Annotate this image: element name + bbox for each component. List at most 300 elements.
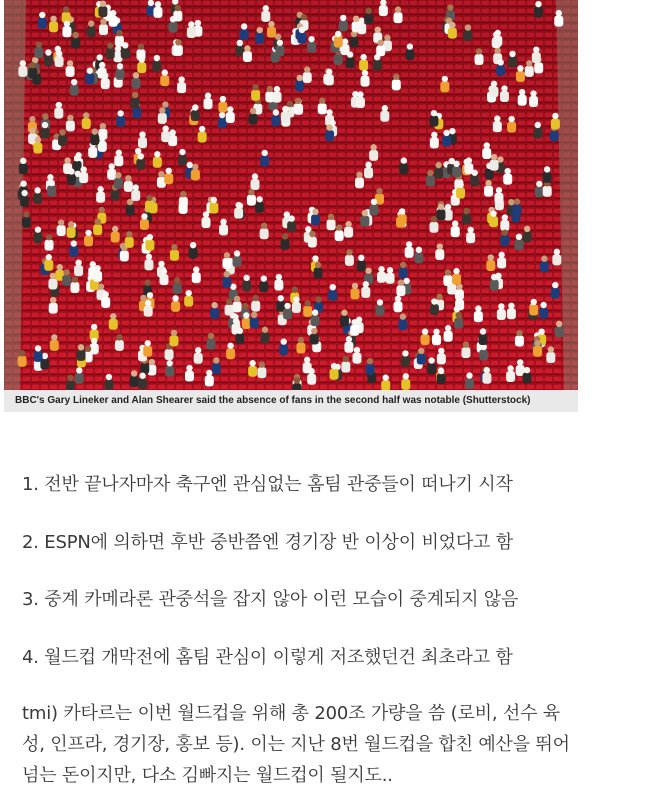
spectator-body bbox=[169, 22, 178, 33]
spectator-body bbox=[405, 49, 414, 60]
spectator-head bbox=[407, 43, 413, 49]
spectator-body bbox=[28, 68, 37, 79]
spectator-body bbox=[394, 301, 403, 312]
spectator-head bbox=[494, 115, 500, 121]
spectator-head bbox=[42, 122, 48, 128]
spectator-body bbox=[114, 155, 123, 166]
spectator-body bbox=[184, 296, 193, 307]
spectator-body bbox=[255, 202, 264, 213]
spectator-head bbox=[319, 98, 325, 104]
spectator-head bbox=[138, 43, 144, 49]
spectator-head bbox=[315, 262, 321, 268]
spectator-head bbox=[237, 328, 243, 334]
spectator-head bbox=[438, 204, 444, 210]
spectator-body bbox=[377, 272, 386, 283]
spectator-body bbox=[121, 48, 130, 59]
spectator-body bbox=[529, 304, 538, 315]
spectator-head bbox=[295, 98, 301, 104]
spectator-body bbox=[44, 260, 53, 271]
spectator-body bbox=[131, 98, 140, 109]
spectator-head bbox=[484, 142, 490, 148]
spectator-head bbox=[263, 5, 269, 11]
tmi-line: tmi) 카타르는 이번 월드컵을 위해 총 200조 가량을 씀 (로비, 선수 육 bbox=[22, 703, 560, 724]
spectator-body bbox=[234, 208, 243, 219]
spectator-head bbox=[524, 226, 530, 232]
spectator-body bbox=[219, 224, 228, 235]
spectator-body bbox=[325, 74, 334, 85]
spectator-body bbox=[145, 240, 154, 251]
spectator-body bbox=[350, 325, 359, 336]
spectator-body bbox=[552, 254, 561, 265]
spectator-head bbox=[187, 162, 193, 168]
spectator-body bbox=[189, 248, 198, 259]
spectator-body bbox=[490, 160, 499, 171]
spectator-body bbox=[532, 52, 541, 63]
spectator-head bbox=[288, 215, 294, 221]
spectator-head bbox=[267, 86, 273, 92]
spectator-head bbox=[75, 259, 81, 265]
spectator-body bbox=[440, 81, 449, 92]
spectator-body bbox=[84, 235, 93, 246]
spectator-head bbox=[365, 162, 371, 168]
spectator-body bbox=[222, 258, 231, 269]
spectator-body bbox=[303, 72, 312, 83]
spectator-body bbox=[539, 308, 548, 319]
spectator-head bbox=[116, 334, 122, 340]
spectator-head bbox=[253, 295, 259, 301]
spectator-head bbox=[494, 47, 500, 53]
spectator-head bbox=[110, 313, 116, 319]
spectator-head bbox=[67, 60, 73, 66]
spectator-body bbox=[506, 371, 515, 382]
spectator-body bbox=[430, 304, 439, 315]
spectator-head bbox=[442, 76, 448, 82]
spectator-body bbox=[470, 175, 479, 186]
spectator-body bbox=[534, 7, 543, 18]
spectator-head bbox=[244, 45, 250, 51]
spectator-body bbox=[496, 65, 505, 76]
spectator-head bbox=[174, 277, 180, 283]
spectator-head bbox=[116, 30, 122, 36]
spectator-body bbox=[34, 351, 43, 362]
spectator-head bbox=[374, 54, 380, 60]
spectator-body bbox=[452, 166, 461, 177]
spectator-head bbox=[158, 261, 164, 267]
spectator-head bbox=[224, 252, 230, 258]
spectator-body bbox=[194, 353, 203, 364]
spectator-head bbox=[23, 211, 29, 217]
spectator-body bbox=[242, 318, 251, 329]
spectator-body bbox=[140, 219, 149, 230]
spectator-head bbox=[422, 328, 428, 334]
spectator-head bbox=[155, 1, 161, 7]
spectator-body bbox=[293, 103, 302, 114]
spectator-body bbox=[335, 230, 344, 241]
spectator-head bbox=[447, 4, 453, 10]
spectator-head bbox=[308, 368, 314, 374]
spectator-head bbox=[533, 46, 539, 52]
spectator-head bbox=[213, 357, 219, 363]
spectator-head bbox=[358, 255, 364, 261]
spectator-head bbox=[309, 231, 315, 237]
spectator-body bbox=[386, 273, 395, 284]
spectator-body bbox=[226, 112, 235, 123]
spectator-body bbox=[243, 51, 252, 62]
spectator-body bbox=[45, 240, 54, 251]
spectator-head bbox=[507, 365, 513, 371]
spectator-head bbox=[516, 330, 522, 336]
spectator-body bbox=[261, 11, 270, 22]
spectator-head bbox=[50, 273, 56, 279]
spectator-head bbox=[248, 189, 254, 195]
spectator-head bbox=[326, 109, 332, 115]
spectator-head bbox=[243, 275, 249, 281]
spectator-body bbox=[251, 179, 260, 190]
spectator-body bbox=[381, 380, 390, 390]
spectator-head bbox=[91, 338, 97, 344]
spectator-head bbox=[234, 296, 240, 302]
spectator-head bbox=[166, 168, 172, 174]
spectator-head bbox=[400, 262, 406, 268]
spectator-body bbox=[344, 227, 353, 238]
spectator-head bbox=[438, 368, 444, 374]
spectator-head bbox=[193, 266, 199, 272]
spectator-head bbox=[42, 113, 48, 119]
spectator-head bbox=[139, 131, 145, 137]
spectator-head bbox=[406, 241, 412, 247]
spectator-body bbox=[54, 108, 63, 119]
spectator-body bbox=[507, 122, 516, 133]
spectator-head bbox=[94, 218, 100, 224]
spectator-body bbox=[447, 284, 456, 295]
spectator-head bbox=[166, 360, 172, 366]
spectator-body bbox=[436, 209, 445, 220]
spectator-body bbox=[132, 78, 141, 89]
spectator-head bbox=[34, 187, 40, 193]
spectator-head bbox=[159, 107, 165, 113]
spectator-body bbox=[275, 45, 284, 56]
spectator-body bbox=[344, 342, 353, 353]
spectator-head bbox=[431, 298, 437, 304]
spectator-head bbox=[401, 157, 407, 163]
spectator-head bbox=[516, 234, 522, 240]
spectator-body bbox=[399, 163, 408, 174]
spectator-head bbox=[235, 202, 241, 208]
point-3: 3. 중계 카메라론 관중석을 잡지 않아 이런 모습이 중계되지 않음 bbox=[22, 589, 519, 610]
spectator-head bbox=[39, 12, 45, 18]
spectator-body bbox=[225, 304, 234, 315]
spectator-head bbox=[178, 76, 184, 82]
spectator-body bbox=[171, 301, 180, 312]
spectator-head bbox=[341, 310, 347, 316]
spectator-body bbox=[479, 334, 488, 345]
spectator-head bbox=[502, 229, 508, 235]
spectator-head bbox=[76, 367, 82, 373]
spectator-body bbox=[165, 366, 174, 377]
spectator-head bbox=[284, 303, 290, 309]
spectator-head bbox=[496, 187, 502, 193]
point-4: 4. 월드컵 개막전에 홈팀 관심이 이렇게 저조했던건 최초라고 함 bbox=[22, 647, 513, 668]
point-2: 2. ESPN에 의하면 후반 중반쯤엔 경기장 반 이상이 비었다고 함 bbox=[22, 532, 513, 553]
spectator-head bbox=[67, 375, 73, 381]
spectator-head bbox=[335, 31, 341, 37]
spectator-head bbox=[146, 195, 152, 201]
spectator-head bbox=[491, 81, 497, 87]
spectator-body bbox=[164, 173, 173, 184]
spectator-body bbox=[136, 159, 145, 170]
spectator-body bbox=[48, 278, 57, 289]
stadium-crowd-photo bbox=[4, 0, 578, 390]
spectator-head bbox=[72, 32, 78, 38]
spectator-body bbox=[555, 326, 564, 337]
spectator-head bbox=[145, 340, 151, 346]
spectator-head bbox=[298, 337, 304, 343]
spectator-head bbox=[161, 268, 167, 274]
spectator-body bbox=[257, 367, 266, 378]
spectator-body bbox=[101, 78, 110, 89]
spectator-body bbox=[192, 272, 201, 283]
spectator-head bbox=[556, 321, 562, 327]
spectator-head bbox=[331, 363, 337, 369]
spectator-body bbox=[307, 374, 316, 385]
spectator-head bbox=[531, 299, 537, 305]
spectator-body bbox=[550, 130, 559, 141]
spectator-head bbox=[180, 191, 186, 197]
spectator-body bbox=[153, 7, 162, 18]
spectator-head bbox=[261, 275, 267, 281]
spectator-body bbox=[437, 353, 446, 364]
spectator-head bbox=[163, 125, 169, 131]
spectator-head bbox=[219, 112, 225, 118]
spectator-head bbox=[46, 234, 52, 240]
spectator-body bbox=[187, 27, 196, 38]
spectator-body bbox=[314, 268, 323, 279]
spectator-head bbox=[171, 244, 177, 250]
spectator-head bbox=[175, 39, 181, 45]
spectator-head bbox=[67, 115, 73, 121]
spectator-head bbox=[102, 291, 108, 297]
spectator-head bbox=[208, 333, 214, 339]
spectator-body bbox=[287, 221, 296, 232]
spectator-head bbox=[100, 18, 106, 24]
spectator-head bbox=[97, 186, 103, 192]
spectator-head bbox=[476, 48, 482, 54]
spectator-body bbox=[159, 274, 168, 285]
spectator-body bbox=[185, 371, 194, 382]
spectator-head bbox=[64, 157, 70, 163]
spectator-head bbox=[94, 265, 100, 271]
spectator-body bbox=[218, 102, 227, 113]
spectator-head bbox=[501, 85, 507, 91]
spectator-body bbox=[169, 335, 178, 346]
spectator-body bbox=[454, 318, 463, 329]
spectator-head bbox=[475, 305, 481, 311]
spectator-head bbox=[158, 171, 164, 177]
spectator-body bbox=[267, 27, 276, 38]
spectator-body bbox=[125, 237, 134, 248]
spectator-head bbox=[404, 278, 410, 284]
spectator-head bbox=[186, 365, 192, 371]
spectator-head bbox=[463, 208, 469, 214]
spectator-body bbox=[394, 12, 403, 23]
spectator-head bbox=[312, 309, 318, 315]
spectator-head bbox=[505, 168, 511, 174]
spectator-body bbox=[33, 193, 42, 204]
spectator-body bbox=[295, 80, 304, 91]
spectator-body bbox=[140, 363, 149, 374]
spectator-head bbox=[508, 199, 514, 205]
spectator-body bbox=[49, 303, 58, 314]
spectator-head bbox=[35, 226, 41, 232]
spectator-body bbox=[490, 280, 499, 291]
spectator-body bbox=[494, 193, 503, 204]
spectator-body bbox=[70, 85, 79, 96]
spectator-head bbox=[315, 296, 321, 302]
spectator-head bbox=[100, 0, 106, 6]
tmi-line: 넘는 돈이지만, 다소 김빠지는 월드컵이 될지도.. bbox=[22, 765, 393, 786]
spectator-head bbox=[186, 290, 192, 296]
spectator-body bbox=[90, 134, 99, 145]
spectator-head bbox=[261, 150, 267, 156]
spectator-head bbox=[540, 302, 546, 308]
spectator-body bbox=[138, 137, 147, 148]
spectator-body bbox=[334, 54, 343, 65]
spectator-head bbox=[524, 367, 530, 373]
spectator-head bbox=[544, 166, 550, 172]
spectator-head bbox=[250, 108, 256, 114]
spectator-body bbox=[62, 275, 71, 286]
spectator-head bbox=[162, 69, 168, 75]
spectator-body bbox=[38, 17, 47, 28]
spectator-head bbox=[465, 24, 471, 30]
spectator-body bbox=[259, 281, 268, 292]
spectator-head bbox=[88, 20, 94, 26]
spectator-head bbox=[147, 234, 153, 240]
spectator-body bbox=[152, 61, 161, 72]
spectator-body bbox=[250, 317, 259, 328]
spectator-body bbox=[432, 334, 441, 345]
spectator-body bbox=[248, 366, 257, 377]
spectator-head bbox=[354, 347, 360, 353]
spectator-head bbox=[278, 295, 284, 301]
spectator-head bbox=[68, 221, 74, 227]
spectator-body bbox=[503, 174, 512, 185]
spectator-head bbox=[192, 164, 198, 170]
spectator-head bbox=[109, 163, 115, 169]
spectator-head bbox=[64, 21, 70, 27]
spectator-head bbox=[169, 129, 175, 135]
spectator-head bbox=[443, 130, 449, 136]
spectator-body bbox=[522, 373, 531, 384]
spectator-body bbox=[516, 71, 525, 82]
spectator-body bbox=[444, 331, 453, 342]
spectator-head bbox=[226, 299, 232, 305]
spectator-head bbox=[343, 356, 349, 362]
spectator-head bbox=[102, 72, 108, 78]
spectator-head bbox=[362, 210, 368, 216]
spectator-body bbox=[543, 172, 552, 183]
spectator-head bbox=[51, 334, 57, 340]
spectator-head bbox=[326, 69, 332, 75]
spectator-body bbox=[233, 301, 242, 312]
spectator-head bbox=[20, 181, 26, 187]
spectator-head bbox=[188, 21, 194, 27]
spectator-head bbox=[78, 344, 84, 350]
spectator-body bbox=[292, 383, 301, 390]
spectator-body bbox=[463, 30, 472, 41]
spectator-head bbox=[371, 199, 377, 205]
spectator-head bbox=[91, 324, 97, 330]
spectator-head bbox=[46, 254, 52, 260]
spectator-head bbox=[453, 268, 459, 274]
spectator-body bbox=[66, 120, 75, 131]
spectator-head bbox=[48, 180, 54, 186]
spectator-head bbox=[301, 14, 307, 20]
spectator-body bbox=[414, 252, 423, 263]
spectator-body bbox=[114, 178, 123, 189]
spectator-body bbox=[465, 378, 474, 389]
spectator-body bbox=[417, 353, 426, 364]
spectator-body bbox=[74, 265, 83, 276]
spectator-body bbox=[240, 29, 249, 40]
spectator-head bbox=[138, 153, 144, 159]
spectator-head bbox=[294, 377, 300, 383]
spectator-body bbox=[124, 181, 133, 192]
spectator-head bbox=[162, 101, 168, 107]
spectator-body bbox=[40, 128, 49, 139]
spectator-head bbox=[375, 27, 381, 33]
spectator-head bbox=[256, 196, 262, 202]
spectator-body bbox=[109, 319, 118, 330]
spectator-body bbox=[179, 197, 188, 208]
spectator-head bbox=[304, 300, 310, 306]
spectator-head bbox=[352, 283, 358, 289]
spectator-head bbox=[56, 102, 62, 108]
spectator-head bbox=[378, 266, 384, 272]
spectator-head bbox=[20, 158, 26, 164]
spectator-head bbox=[175, 5, 181, 11]
spectator-body bbox=[145, 200, 154, 211]
spectator-body bbox=[202, 217, 211, 228]
spectator-head bbox=[252, 173, 258, 179]
spectator-head bbox=[488, 254, 494, 260]
spectator-body bbox=[292, 302, 301, 313]
spectator-head bbox=[330, 284, 336, 290]
spectator-body bbox=[255, 33, 264, 44]
spectator-body bbox=[380, 111, 389, 122]
spectator-body bbox=[489, 86, 498, 97]
spectator-head bbox=[326, 124, 332, 130]
spectator-body bbox=[334, 36, 343, 47]
spectator-body bbox=[116, 116, 125, 127]
spectator-body bbox=[161, 131, 170, 142]
spectator-body bbox=[357, 260, 366, 271]
spectator-head bbox=[281, 338, 287, 344]
spectator-head bbox=[438, 348, 444, 354]
spectator-head bbox=[480, 328, 486, 334]
spectator-body bbox=[452, 274, 461, 285]
spectator-body bbox=[405, 247, 414, 258]
spectator-head bbox=[154, 55, 160, 61]
spectator-body bbox=[57, 225, 66, 236]
spectator-head bbox=[340, 15, 346, 21]
spectator-body bbox=[540, 261, 549, 272]
spectator-head bbox=[56, 50, 62, 56]
spectator-body bbox=[58, 135, 67, 146]
spectator-body bbox=[401, 356, 410, 367]
spectator-head bbox=[296, 75, 302, 81]
spectator-head bbox=[227, 343, 233, 349]
